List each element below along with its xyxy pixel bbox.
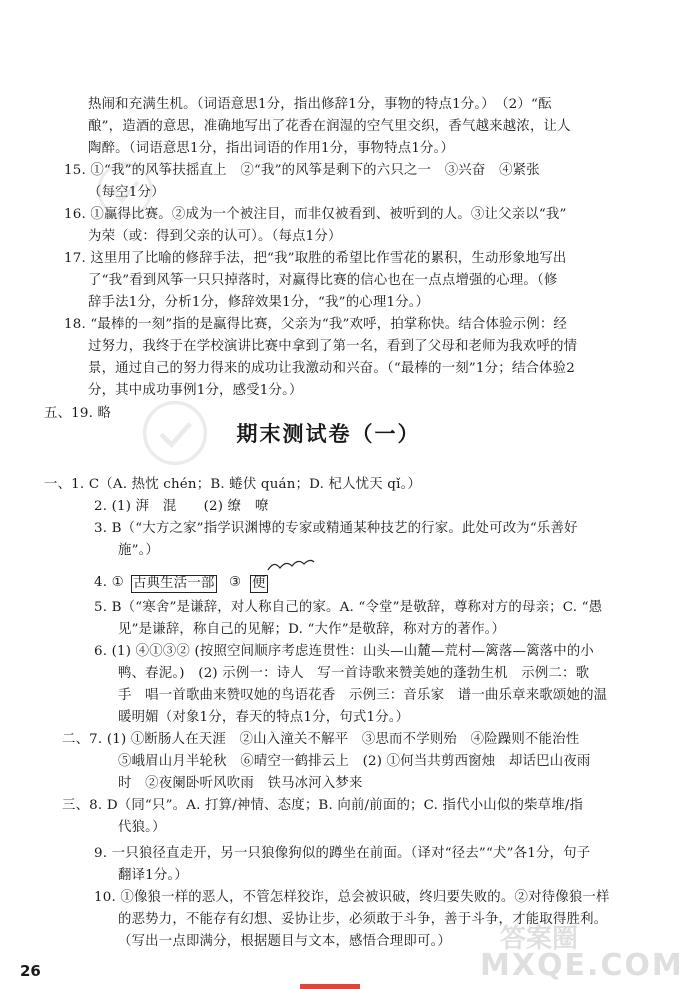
- watermark-line-2: MXQE.COM: [480, 948, 684, 983]
- text-line: 9. 一只狼径直走开，另一只狼像狗似的蹲坐在前面。（译对“径去”“犬”各1分，句子: [94, 846, 591, 861]
- watermark-line-1: 答案圈: [500, 924, 579, 954]
- text-line: 三、8. D（同“只”。A. 打算/神情、态度；B. 向前/前面的；C. 指代小山似的柴草堆/指: [62, 798, 584, 813]
- text-line: 时 ②夜阑卧听风吹雨 铁马冰河入梦来: [118, 776, 363, 791]
- text-line: 一、1. C（A. 热忱 chén；B. 蜷伏 quán；D. 杞人忧天 qǐ。）: [44, 477, 422, 492]
- text-line: 4. ①: [94, 575, 124, 590]
- text-line: 17. 这里用了比喻的修辞手法，把“我”取胜的希望比作雪花的累积，生动形象地写出: [64, 251, 567, 266]
- text-line: 二、7. (1) ①断肠人在天涯 ②山入潼关不解平 ③思而不学则殆 ④险躁则不能治性: [62, 732, 580, 747]
- text-line: 便: [252, 576, 266, 591]
- page-number: 26: [20, 962, 41, 980]
- text-line: 分，其中成功事例1分，感受1分。）: [88, 383, 303, 398]
- text-line: 五、19. 略: [44, 406, 112, 421]
- text-line: 景，通过自己的努力得来的成功让我激动和兴奋。（“最棒的一刻”1分；结合体验2: [88, 361, 575, 376]
- text-line: ⑤峨眉山月半轮秋 ⑥晴空一鹤排云上 (2) ①何当共剪西窗烛 却话巴山夜雨: [118, 754, 591, 769]
- text-line: 16. ①赢得比赛。②成为一个被注目，而非仅被看到、被听到的人。③让父亲以“我”: [64, 207, 567, 222]
- text-line: 鸭、春泥。) (2) 示例一：诗人 写一首诗歌来赞美她的蓬勃生机 示例二：歌: [118, 666, 590, 681]
- text-line: 15. ①“我”的风筝扶摇直上 ②“我”的风筝是剩下的六只之一 ③兴奋 ④紧张: [64, 163, 540, 178]
- text-line: 见”是谦辞，称自己的见解；D. “大作”是敬辞，称对方的著作。）: [118, 622, 506, 637]
- text-line: 18. “最棒的一刻”指的是赢得比赛，父亲为“我”欢呼，拍掌称快。结合体验示例：经: [64, 317, 568, 332]
- text-line: 陶醉。（词语意思1分，指出词语的作用1分，事物特点1分。）: [88, 141, 455, 156]
- text-line: 2. (1) 湃 混 (2) 缭 嘹: [94, 499, 269, 514]
- text-line: （每空1分）: [88, 185, 165, 200]
- text-line: 暖明媚（对象1分，春天的特点1分，句式1分。）: [118, 710, 410, 725]
- text-line: 手 唱一首歌曲来赞叹她的鸟语花香 示例三：音乐家 谱一曲乐章来歌颂她的温: [118, 688, 608, 703]
- text-line: 代狼。）: [118, 820, 166, 835]
- text-line: 5. B（“寒舍”是谦辞，对人称自己的家。A. “令堂”是敬辞，尊称对方的母亲；C. “愚: [94, 600, 603, 615]
- text-line: 酿”，造酒的意思，准确地写出了花香在润湿的空气里交织，香气越来越浓，让人: [88, 119, 571, 134]
- text-line: 辞手法1分，分析1分，修辞效果1分，“我”的心理1分。）: [88, 295, 430, 310]
- text-line: 施”。）: [118, 543, 160, 558]
- section-title: 期末测试卷（一）: [236, 422, 421, 446]
- text-line: 10. ①像狼一样的恶人，不管怎样狡诈，总会被识破，终归要失败的。②对待像狼一样: [94, 890, 610, 905]
- text-line: （写出一点即满分，根据题目与文本，感悟合理即可。）: [118, 934, 452, 949]
- text-line: 了“我”看到风筝一只只掉落时，对赢得比赛的信心也在一点点增强的心理。（修: [88, 273, 558, 288]
- bottom-tab-marker: [300, 984, 360, 989]
- text-line: 6. (1) ④①③② (按照空间顺序考虑连贯性：山头—山麓—荒村—篱落—篱落中的小: [94, 644, 595, 659]
- text-line: 古典生活一部: [133, 576, 215, 591]
- text-line: 翻译1分。）: [118, 868, 188, 883]
- text-line: ③: [229, 575, 242, 590]
- text-line: 过努力，我终于在学校演讲比赛中拿到了第一名，看到了父母和老师为我欢呼的情: [88, 339, 578, 354]
- watermark: [470, 918, 684, 983]
- text-line: 热闹和充满生机。（词语意思1分，指出修辞1分，事物的特点1分。） （2）“酝: [88, 97, 552, 112]
- text-line: 3. B（“大方之家”指学识渊博的专家或精通某种技艺的行家。此处可改为“乐善好: [94, 521, 578, 536]
- text-line: 为荣（或：得到父亲的认可）。（每点1分）: [88, 229, 342, 244]
- wavy-mark-icon: [266, 558, 316, 572]
- text-line: 的恶势力，不能存有幻想、妥协让步，必须敢于斗争，善于斗争，才能取得胜利。: [118, 912, 608, 927]
